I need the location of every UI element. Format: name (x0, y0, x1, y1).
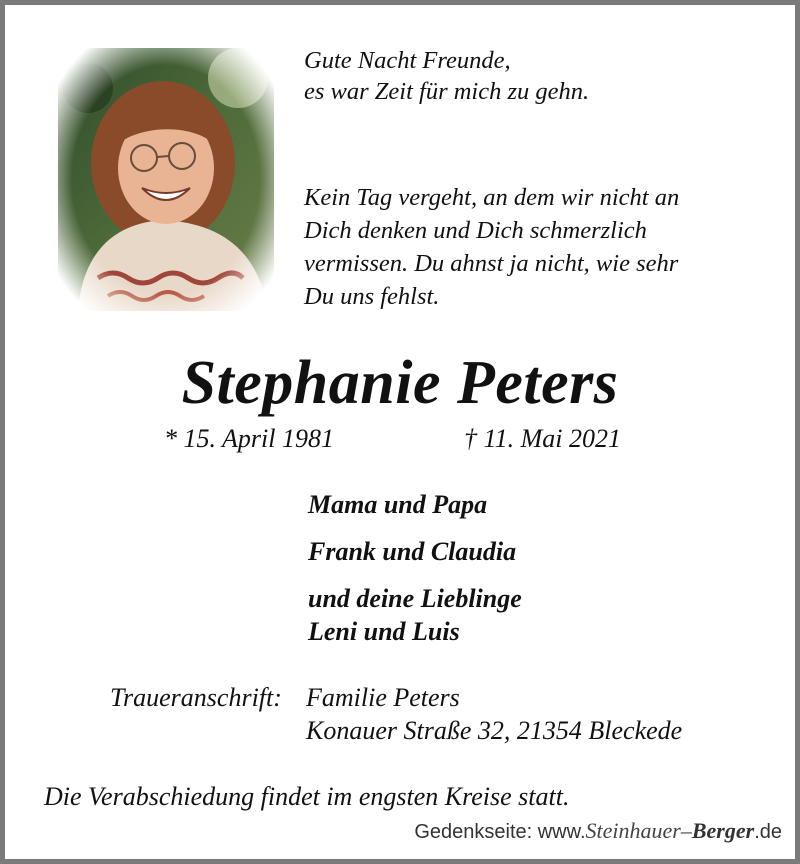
family-line: Mama und Papa (308, 490, 488, 519)
address-line: Familie Peters (306, 683, 460, 712)
poem-line: Gute Nacht Freunde, (304, 47, 511, 74)
poem-stanza-2 (304, 181, 679, 313)
portrait-photo (58, 48, 274, 311)
death-date: † 11. Mai 2021 (464, 424, 621, 453)
footer-brand-1: Steinhauer (585, 818, 681, 843)
poem-line: Dich denken und Dich schmerzlich (304, 217, 647, 244)
birth-date: * 15. April 1981 (164, 424, 334, 453)
family-line: und deine Lieblinge (308, 584, 522, 613)
footer-prefix: Gedenkseite: www. (414, 821, 586, 843)
poem-line: es war Zeit für mich zu gehn. (304, 78, 590, 105)
footer-brand-2: Berger (691, 818, 755, 843)
farewell-note: Die Verabschiedung findet im engsten Kreise statt. (44, 782, 570, 811)
memorial-page-link[interactable] (414, 818, 782, 844)
poem-line: Kein Tag vergeht, an dem wir nicht an (304, 184, 680, 211)
deceased-name: Stephanie Peters (181, 349, 619, 417)
family-line: Frank und Claudia (308, 537, 517, 566)
address-line: Konauer Straße 32, 21354 Bleckede (306, 716, 683, 745)
poem-stanza-1 (304, 45, 589, 107)
footer-dash: – (680, 818, 692, 843)
poem-line: Du uns fehlst. (304, 283, 440, 310)
family-line: Leni und Luis (308, 617, 460, 646)
address-label: Traueranschrift: (110, 683, 282, 712)
footer-suffix: .de (754, 821, 782, 843)
poem-line: vermissen. Du ahnst ja nicht, wie sehr (304, 250, 679, 277)
